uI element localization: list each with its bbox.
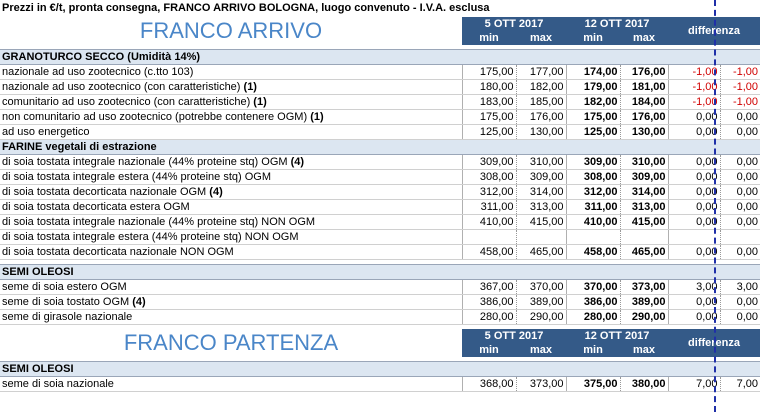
cell-min-curr: 309,00 (566, 155, 620, 170)
cell-min-curr: 410,00 (566, 215, 620, 230)
cell-max-prev: 310,00 (516, 155, 566, 170)
cell-diff-max: 0,00 (720, 295, 760, 310)
cell-max-curr: 465,00 (620, 245, 668, 260)
cell-min-curr (566, 230, 620, 245)
cell-max-curr (620, 230, 668, 245)
product-note: (4) (132, 296, 146, 308)
cell-diff-max: 0,00 (720, 170, 760, 185)
cell-max-curr: 310,00 (620, 155, 668, 170)
min-header: min (462, 343, 516, 357)
cell-max-prev: 185,00 (516, 95, 566, 110)
product-name (0, 170, 462, 185)
cell-max-curr: 176,00 (620, 65, 668, 80)
cell-max-prev: 182,00 (516, 80, 566, 95)
franco-arrivo-title: FRANCO ARRIVO (139, 18, 323, 43)
cell-diff-max: 0,00 (720, 310, 760, 325)
cell-min-curr: 458,00 (566, 245, 620, 260)
cell-min-curr: 308,00 (566, 170, 620, 185)
cell-diff-min: 7,00 (668, 377, 720, 392)
cell-diff-min: 0,00 (668, 245, 720, 260)
product-label: di soia tostata integrale nazionale (44% proteine stq) OGM (2, 156, 288, 168)
cell-min-prev: 125,00 (462, 125, 516, 140)
product-label: di soia tostata decorticata nazionale OGM (2, 186, 207, 198)
date2-header: 12 OTT 2017 (566, 329, 668, 343)
diff-header: differenza (668, 17, 760, 45)
product-name (0, 215, 462, 230)
product-name (0, 295, 462, 310)
cell-min-prev: 180,00 (462, 80, 516, 95)
product-note: (1) (310, 111, 324, 123)
cell-diff-min: 0,00 (668, 170, 720, 185)
table-row (0, 230, 760, 245)
table-row (0, 377, 760, 392)
cell-max-prev: 314,00 (516, 185, 566, 200)
cell-max-prev: 370,00 (516, 280, 566, 295)
cell-min-curr: 311,00 (566, 200, 620, 215)
cell-max-prev (516, 230, 566, 245)
product-label: di soia tostata decorticata nazionale NON OGM (2, 246, 234, 258)
product-label: seme di girasole nazionale (2, 311, 133, 323)
cell-min-prev: 175,00 (462, 65, 516, 80)
header2-row-dates (0, 329, 760, 343)
product-label: di soia tostata integrale estera (44% proteine stq) OGM (2, 171, 272, 183)
section-header-semi (0, 265, 760, 280)
cell-diff-min (668, 230, 720, 245)
product-name (0, 230, 462, 245)
cell-diff-min: 0,00 (668, 295, 720, 310)
cell-diff-min: -1,00 (668, 80, 720, 95)
table-row (0, 95, 760, 110)
cell-max-curr: 176,00 (620, 110, 668, 125)
cell-diff-max: 0,00 (720, 110, 760, 125)
table-row (0, 245, 760, 260)
cell-min-prev: 458,00 (462, 245, 516, 260)
table-row (0, 170, 760, 185)
cell-diff-min: 0,00 (668, 110, 720, 125)
cell-diff-max: 0,00 (720, 215, 760, 230)
cell-min-curr: 179,00 (566, 80, 620, 95)
section-title: FARINE vegetali di estrazione (0, 140, 760, 155)
cell-max-curr: 309,00 (620, 170, 668, 185)
cell-diff-min: 0,00 (668, 155, 720, 170)
cell-diff-max: 3,00 (720, 280, 760, 295)
table-row (0, 280, 760, 295)
product-name (0, 95, 462, 110)
cell-max-prev: 313,00 (516, 200, 566, 215)
date1-header: 5 OTT 2017 (462, 17, 566, 31)
diff-header: differenza (668, 329, 760, 357)
date2-header: 12 OTT 2017 (566, 17, 668, 31)
cell-max-prev: 290,00 (516, 310, 566, 325)
section-header-granoturco (0, 50, 760, 65)
cell-max-curr: 313,00 (620, 200, 668, 215)
cell-diff-max: -1,00 (720, 95, 760, 110)
product-note: (4) (209, 186, 223, 198)
cell-max-prev: 415,00 (516, 215, 566, 230)
section-header-semi2 (0, 362, 760, 377)
product-label: nazionale ad uso zootecnico (con caratteristiche) (2, 81, 241, 93)
cell-min-curr: 386,00 (566, 295, 620, 310)
franco-partenza-title: FRANCO PARTENZA (123, 330, 339, 355)
product-name (0, 125, 462, 140)
table-row (0, 80, 760, 95)
cell-min-prev: 311,00 (462, 200, 516, 215)
max-header: max (620, 31, 668, 45)
min-header: min (566, 343, 620, 357)
max-header: max (516, 31, 566, 45)
table-row (0, 110, 760, 125)
cell-max-prev: 373,00 (516, 377, 566, 392)
cell-min-prev: 410,00 (462, 215, 516, 230)
product-name (0, 65, 462, 80)
product-name (0, 245, 462, 260)
cell-min-prev: 367,00 (462, 280, 516, 295)
product-note: (1) (243, 81, 257, 93)
product-label: di soia tostata integrale nazionale (44% proteine stq) NON OGM (2, 216, 316, 228)
cell-min-curr: 125,00 (566, 125, 620, 140)
product-note: (1) (253, 96, 267, 108)
product-label: seme di soia estero OGM (2, 281, 127, 293)
cell-min-curr: 312,00 (566, 185, 620, 200)
cell-max-prev: 176,00 (516, 110, 566, 125)
section-title: GRANOTURCO SECCO (Umidità 14%) (0, 50, 760, 65)
cell-min-curr: 174,00 (566, 65, 620, 80)
cell-min-prev: 183,00 (462, 95, 516, 110)
product-label: nazionale ad uso zootecnico (c.tto 103) (2, 66, 194, 78)
cell-max-curr: 380,00 (620, 377, 668, 392)
table-row (0, 295, 760, 310)
table-row (0, 65, 760, 80)
table-row (0, 185, 760, 200)
product-name (0, 155, 462, 170)
cell-diff-min: 0,00 (668, 185, 720, 200)
header-row-dates (0, 17, 760, 31)
cell-max-curr: 290,00 (620, 310, 668, 325)
product-label: comunitario ad uso zootecnico (con caratteristiche) (2, 96, 251, 108)
product-name (0, 80, 462, 95)
product-name (0, 280, 462, 295)
cell-diff-min: -1,00 (668, 95, 720, 110)
product-name (0, 377, 462, 392)
cell-max-prev: 130,00 (516, 125, 566, 140)
section-title: SEMI OLEOSI (0, 362, 760, 377)
cell-diff-max: 0,00 (720, 200, 760, 215)
cell-max-prev: 389,00 (516, 295, 566, 310)
cell-min-prev: 308,00 (462, 170, 516, 185)
cell-max-prev: 309,00 (516, 170, 566, 185)
cell-max-prev: 177,00 (516, 65, 566, 80)
cell-max-curr: 130,00 (620, 125, 668, 140)
cell-max-curr: 314,00 (620, 185, 668, 200)
section-header-farine (0, 140, 760, 155)
cell-min-prev: 368,00 (462, 377, 516, 392)
product-name (0, 200, 462, 215)
product-label: seme di soia tostato OGM (2, 296, 130, 308)
cell-min-curr: 375,00 (566, 377, 620, 392)
table-row (0, 310, 760, 325)
cell-min-prev: 175,00 (462, 110, 516, 125)
cell-min-prev (462, 230, 516, 245)
min-header: min (462, 31, 516, 45)
cell-min-curr: 175,00 (566, 110, 620, 125)
cell-min-curr: 280,00 (566, 310, 620, 325)
cell-diff-max: 0,00 (720, 245, 760, 260)
cell-diff-min: -1,00 (668, 65, 720, 80)
product-label: seme di soia nazionale (2, 378, 114, 390)
cell-diff-max (720, 230, 760, 245)
cell-min-prev: 386,00 (462, 295, 516, 310)
cell-max-curr: 184,00 (620, 95, 668, 110)
cell-diff-max: -1,00 (720, 80, 760, 95)
table-row (0, 215, 760, 230)
product-name (0, 110, 462, 125)
cell-diff-max: 0,00 (720, 185, 760, 200)
cell-max-curr: 415,00 (620, 215, 668, 230)
cell-diff-min: 0,00 (668, 215, 720, 230)
product-note: (4) (290, 156, 305, 168)
cell-diff-min: 0,00 (668, 200, 720, 215)
cell-min-prev: 309,00 (462, 155, 516, 170)
product-label: di soia tostata decorticata estera OGM (2, 201, 190, 213)
table-row (0, 200, 760, 215)
product-name (0, 310, 462, 325)
cell-min-curr: 370,00 (566, 280, 620, 295)
table-row (0, 155, 760, 170)
table-row (0, 125, 760, 140)
product-label: non comunitario ad uso zootecnico (potrebbe contenere OGM) (2, 111, 308, 123)
cell-max-curr: 389,00 (620, 295, 668, 310)
page-break-line (714, 0, 716, 412)
cell-diff-min: 0,00 (668, 310, 720, 325)
cell-diff-max: -1,00 (720, 65, 760, 80)
cell-diff-min: 3,00 (668, 280, 720, 295)
cell-min-curr: 182,00 (566, 95, 620, 110)
sheet-caption: Prezzi in €/t, pronta consegna, FRANCO ARRIVO BOLOGNA, luogo convenuto - I.V.A. esclusa (2, 2, 490, 14)
cell-diff-min: 0,00 (668, 125, 720, 140)
max-header: max (516, 343, 566, 357)
product-label: di soia tostata integrale estera (44% proteine stq) NON OGM (2, 231, 299, 243)
cell-min-prev: 312,00 (462, 185, 516, 200)
product-label: ad uso energetico (2, 126, 90, 138)
max-header: max (620, 343, 668, 357)
date1-header: 5 OTT 2017 (462, 329, 566, 343)
product-name (0, 185, 462, 200)
cell-max-curr: 373,00 (620, 280, 668, 295)
cell-diff-max: 7,00 (720, 377, 760, 392)
cell-diff-max: 0,00 (720, 155, 760, 170)
min-header: min (566, 31, 620, 45)
cell-diff-max: 0,00 (720, 125, 760, 140)
section-title: SEMI OLEOSI (0, 265, 760, 280)
cell-min-prev: 280,00 (462, 310, 516, 325)
price-table (0, 17, 760, 392)
cell-max-curr: 181,00 (620, 80, 668, 95)
cell-max-prev: 465,00 (516, 245, 566, 260)
